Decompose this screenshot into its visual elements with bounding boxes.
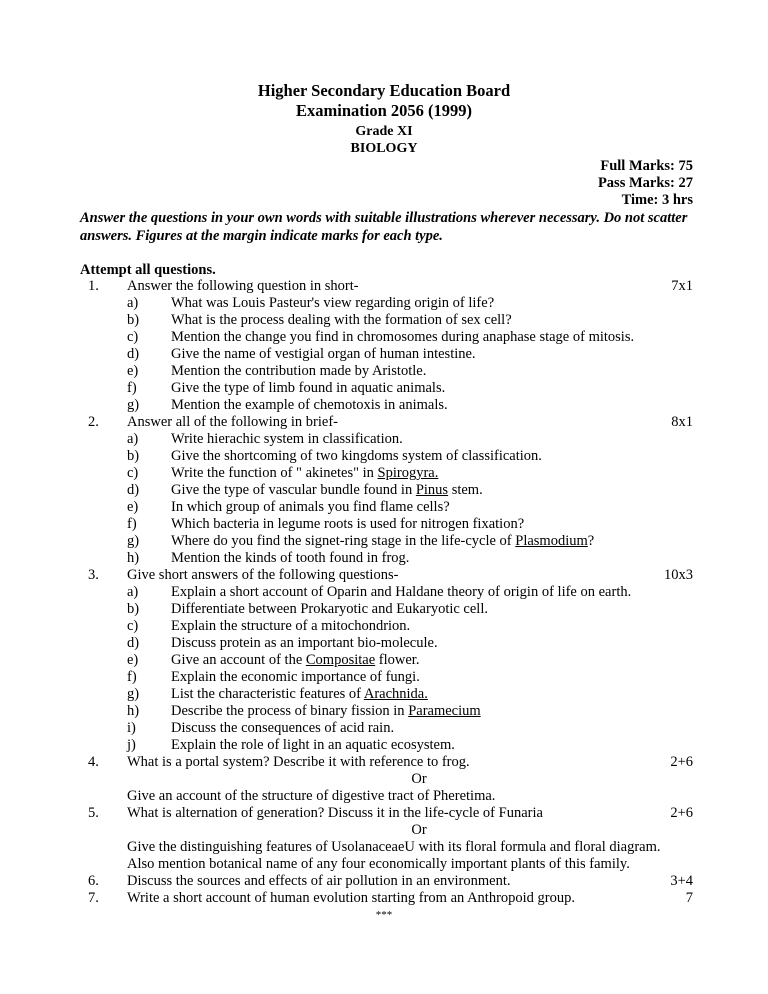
sub-question-text: ? — [587, 533, 595, 549]
sub-question: Discuss protein as an important bio-molecule. — [171, 635, 438, 651]
sub-label: h) — [127, 703, 140, 719]
exam-title: Examination 2056 (1999) — [295, 101, 472, 120]
sub-label: d) — [127, 346, 140, 362]
sub-label: a) — [127, 295, 139, 311]
grade-label: Grade XI — [355, 124, 413, 139]
species-name: Spirogyra. — [377, 465, 439, 481]
question-number: 7. — [88, 890, 99, 906]
alternative-question: Give the distinguishing features of UsolanaceaeU with its floral formula and floral diagram. — [127, 839, 661, 855]
question-text: What is alternation of generation? Discuss it in the life-cycle of Funaria — [127, 805, 543, 821]
question-text: Give short answers of the following questions- — [127, 567, 399, 583]
sub-label: a) — [127, 584, 139, 600]
sub-question: Differentiate between Prokaryotic and Eukaryotic cell. — [171, 601, 488, 617]
time-allowed: Time: 3 hrs — [621, 192, 693, 208]
sub-question: What is the process dealing with the formation of sex cell? — [171, 312, 512, 328]
question-number: 3. — [88, 567, 99, 583]
question-marks: 7 — [685, 890, 693, 906]
question-text: Answer all of the following in brief- — [127, 414, 339, 430]
sub-label: e) — [127, 652, 139, 668]
sub-label: g) — [127, 397, 140, 413]
sub-label: j) — [127, 737, 136, 753]
sub-label: e) — [127, 499, 139, 515]
sub-question — [171, 652, 419, 669]
sub-label: b) — [127, 448, 140, 464]
question-number: 4. — [88, 754, 99, 770]
sub-label: c) — [127, 465, 139, 481]
sub-label: g) — [127, 533, 140, 549]
sub-question — [171, 703, 481, 720]
sub-question: Mention the kinds of tooth found in frog. — [171, 550, 410, 566]
attempt-all-label: Attempt all questions. — [80, 262, 216, 278]
end-marker: *** — [375, 909, 393, 921]
sub-question: Which bacteria in legume roots is used for nitrogen fixation? — [171, 516, 525, 532]
sub-question: Mention the change you find in chromosomes during anaphase stage of mitosis. — [171, 329, 635, 345]
question-text: Discuss the sources and effects of air pollution in an environment. — [127, 873, 511, 889]
question-text: What is a portal system? Describe it with reference to frog. — [127, 754, 470, 770]
sub-question — [171, 465, 438, 482]
sub-question: Give the type of limb found in aquatic animals. — [171, 380, 446, 396]
sub-question-text: Give the type of vascular bundle found in — [171, 482, 416, 498]
sub-question: Mention the example of chemotoxis in animals. — [171, 397, 448, 413]
sub-question — [171, 482, 483, 499]
question-text: Answer the following question in short- — [127, 278, 359, 294]
sub-question: Explain the economic importance of fungi. — [171, 669, 420, 685]
or-separator: Or — [411, 771, 427, 787]
sub-question: Give the shortcoming of two kingdoms system of classification. — [171, 448, 542, 464]
sub-label: b) — [127, 312, 140, 328]
question-marks: 10x3 — [664, 567, 693, 583]
sub-question-text: List the characteristic features of — [171, 686, 364, 702]
sub-label: a) — [127, 431, 139, 447]
sub-label: g) — [127, 686, 140, 702]
instructions: Answer the questions in your own words with suitable illustrations wherever necessary. Do not scatter answers. Figures at the margin indicate marks for each type. — [80, 210, 688, 244]
sub-question: Explain a short account of Oparin and Haldane theory of origin of life on earth. — [171, 584, 632, 600]
pass-marks: Pass Marks: 27 — [597, 175, 693, 191]
question-number: 6. — [88, 873, 99, 889]
sub-label: i) — [127, 720, 136, 736]
sub-question-text: Write the function of " akinetes" in — [171, 465, 378, 481]
sub-question — [171, 686, 428, 703]
sub-question: Explain the role of light in an aquatic ecosystem. — [171, 737, 455, 753]
sub-question: Mention the contribution made by Aristotle. — [171, 363, 427, 379]
question-text: Write a short account of human evolution starting from an Anthropoid group. — [127, 890, 576, 906]
sub-label: c) — [127, 618, 139, 634]
question-marks: 8x1 — [671, 414, 693, 430]
sub-label: f) — [127, 380, 137, 396]
genus-name: Pinus — [415, 482, 449, 498]
question-marks: 2+6 — [670, 754, 693, 770]
sub-question-text: stem. — [448, 482, 483, 498]
sub-label: f) — [127, 516, 137, 532]
question-marks: 2+6 — [670, 805, 693, 821]
board-title: Higher Secondary Education Board — [257, 81, 511, 100]
sub-question: Explain the structure of a mitochondrion. — [171, 618, 411, 634]
sub-label: h) — [127, 550, 140, 566]
class-name: Arachnida. — [363, 686, 428, 702]
sub-question-text: Give an account of the — [171, 652, 306, 668]
sub-question — [171, 533, 594, 550]
sub-label: c) — [127, 329, 139, 345]
sub-question-text: Describe the process of binary fission in — [171, 703, 409, 719]
genus-name: Paramecium — [408, 703, 481, 719]
sub-question: In which group of animals you find flame cells? — [171, 499, 450, 515]
question-number: 5. — [88, 805, 99, 821]
sub-label: e) — [127, 363, 139, 379]
question-number: 2. — [88, 414, 99, 430]
sub-question: Give the name of vestigial organ of human intestine. — [171, 346, 476, 362]
genus-name: Plasmodium — [515, 533, 588, 549]
alternative-question: Also mention botanical name of any four economically important plants of this family. — [127, 856, 630, 872]
sub-question: Write hierachic system in classification. — [171, 431, 403, 447]
sub-question: What was Louis Pasteur's view regarding origin of life? — [171, 295, 495, 311]
alternative-question: Give an account of the structure of digestive tract of Pheretima. — [127, 788, 496, 804]
question-marks: 3+4 — [670, 873, 693, 889]
sub-label: b) — [127, 601, 140, 617]
sub-question-text: flower. — [375, 652, 420, 668]
sub-label: d) — [127, 482, 140, 498]
family-name: Compositae — [305, 652, 376, 668]
question-marks: 7x1 — [671, 278, 693, 294]
question-number: 1. — [88, 278, 99, 294]
subject-label: BIOLOGY — [350, 141, 418, 156]
sub-label: d) — [127, 635, 140, 651]
sub-question-text: Where do you find the signet-ring stage in the life-cycle of — [171, 533, 516, 549]
or-separator: Or — [411, 822, 427, 838]
full-marks: Full Marks: 75 — [600, 158, 693, 174]
sub-label: f) — [127, 669, 137, 685]
sub-question: Discuss the consequences of acid rain. — [171, 720, 395, 736]
